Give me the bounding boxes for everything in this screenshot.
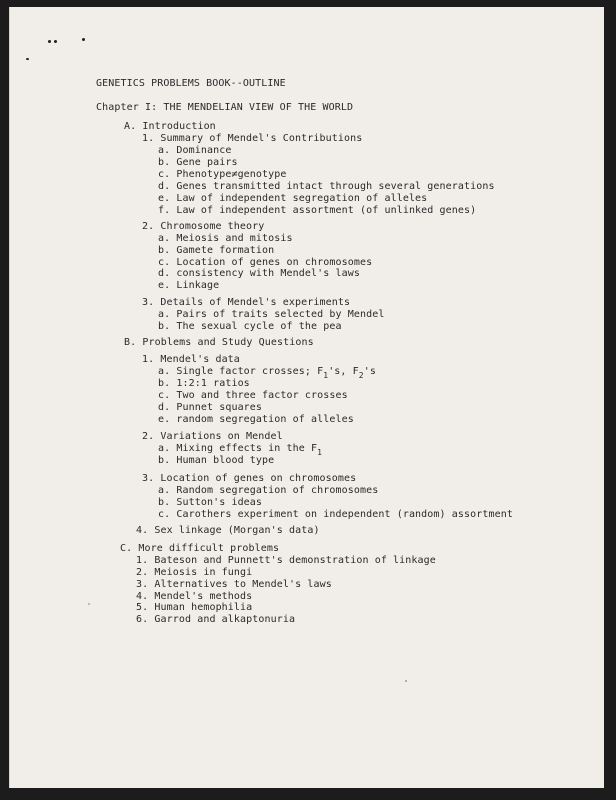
a3-sub: b. The sexual cycle of the pea [158,321,342,332]
b1-sub: c. Two and three factor crosses [158,390,348,401]
b2-sub-b: b. Human blood type [158,455,275,466]
b2-sub-a: a. Mixing effects in the $F_1$ [158,443,323,457]
document-title: GENETICS PROBLEMS BOOK--OUTLINE [96,78,286,89]
a2-sub: a. Meiosis and mitosis [158,233,293,244]
chapter-heading: Chapter I: THE MENDELIAN VIEW OF THE WORLD [96,102,354,113]
a2-sub: e. Linkage [158,280,220,291]
speck-mark [48,40,51,43]
b1-heading: 1. Mendel's data [142,354,240,365]
a2-sub: b. Gamete formation [158,245,275,256]
b1-sub: b. 1:2:1 ratios [158,378,250,389]
b2-heading: 2. Variations on Mendel [142,431,283,442]
section-a-heading: A. Introduction [124,121,216,132]
a1-sub: b. Gene pairs [158,157,238,168]
stray-mark [88,603,90,605]
b3-heading: 3. Location of genes on chromosomes [142,473,357,484]
b1-sub: d. Punnet squares [158,402,263,413]
section-b-heading: B. Problems and Study Questions [124,337,314,348]
b3-sub: b. Sutton's ideas [158,497,263,508]
a3-heading: 3. Details of Mendel's experiments [142,297,351,308]
c-item: 5. Human hemophilia [136,602,253,613]
section-c-heading: C. More difficult problems [120,543,280,554]
b3-sub: a. Random segregation of chromosomes [158,485,379,496]
b3-sub: c. Carothers experiment on independent (random) assortment [158,509,513,520]
c-item: 2. Meiosis in fungi [136,567,253,578]
c-item: 6. Garrod and alkaptonuria [136,614,296,625]
a1-sub: a. Dominance [158,145,232,156]
a2-sub: d. consistency with Mendel's laws [158,268,360,279]
c-item: 3. Alternatives to Mendel's laws [136,579,332,590]
b1-sub-a: a. Single factor crosses; $F_1's$, $F_2's$ [158,366,376,380]
speck-mark [82,38,85,41]
a3-sub: a. Pairs of traits selected by Mendel [158,309,385,320]
c-item: 1. Bateson and Punnett's demonstration of linkage [136,555,436,566]
a1-sub: f. Law of independent assortment (of unlinked genes) [158,205,477,216]
a2-sub: c. Location of genes on chromosomes [158,257,373,268]
a1-sub: d. Genes transmitted intact through several generations [158,181,495,192]
a1-sub: e. Law of independent segregation of alleles [158,193,428,204]
stray-mark [405,680,407,682]
c-item: 4. Mendel's methods [136,591,253,602]
a1-sub: c. Phenotype≠genotype [158,169,287,180]
a1-heading: 1. Summary of Mendel's Contributions [142,133,363,144]
a2-heading: 2. Chromosome theory [142,221,265,232]
b1-sub: e. random segregation of alleles [158,414,354,425]
speck-mark [26,58,29,60]
speck-mark [54,40,57,43]
b4-heading: 4. Sex linkage (Morgan's data) [136,525,320,536]
